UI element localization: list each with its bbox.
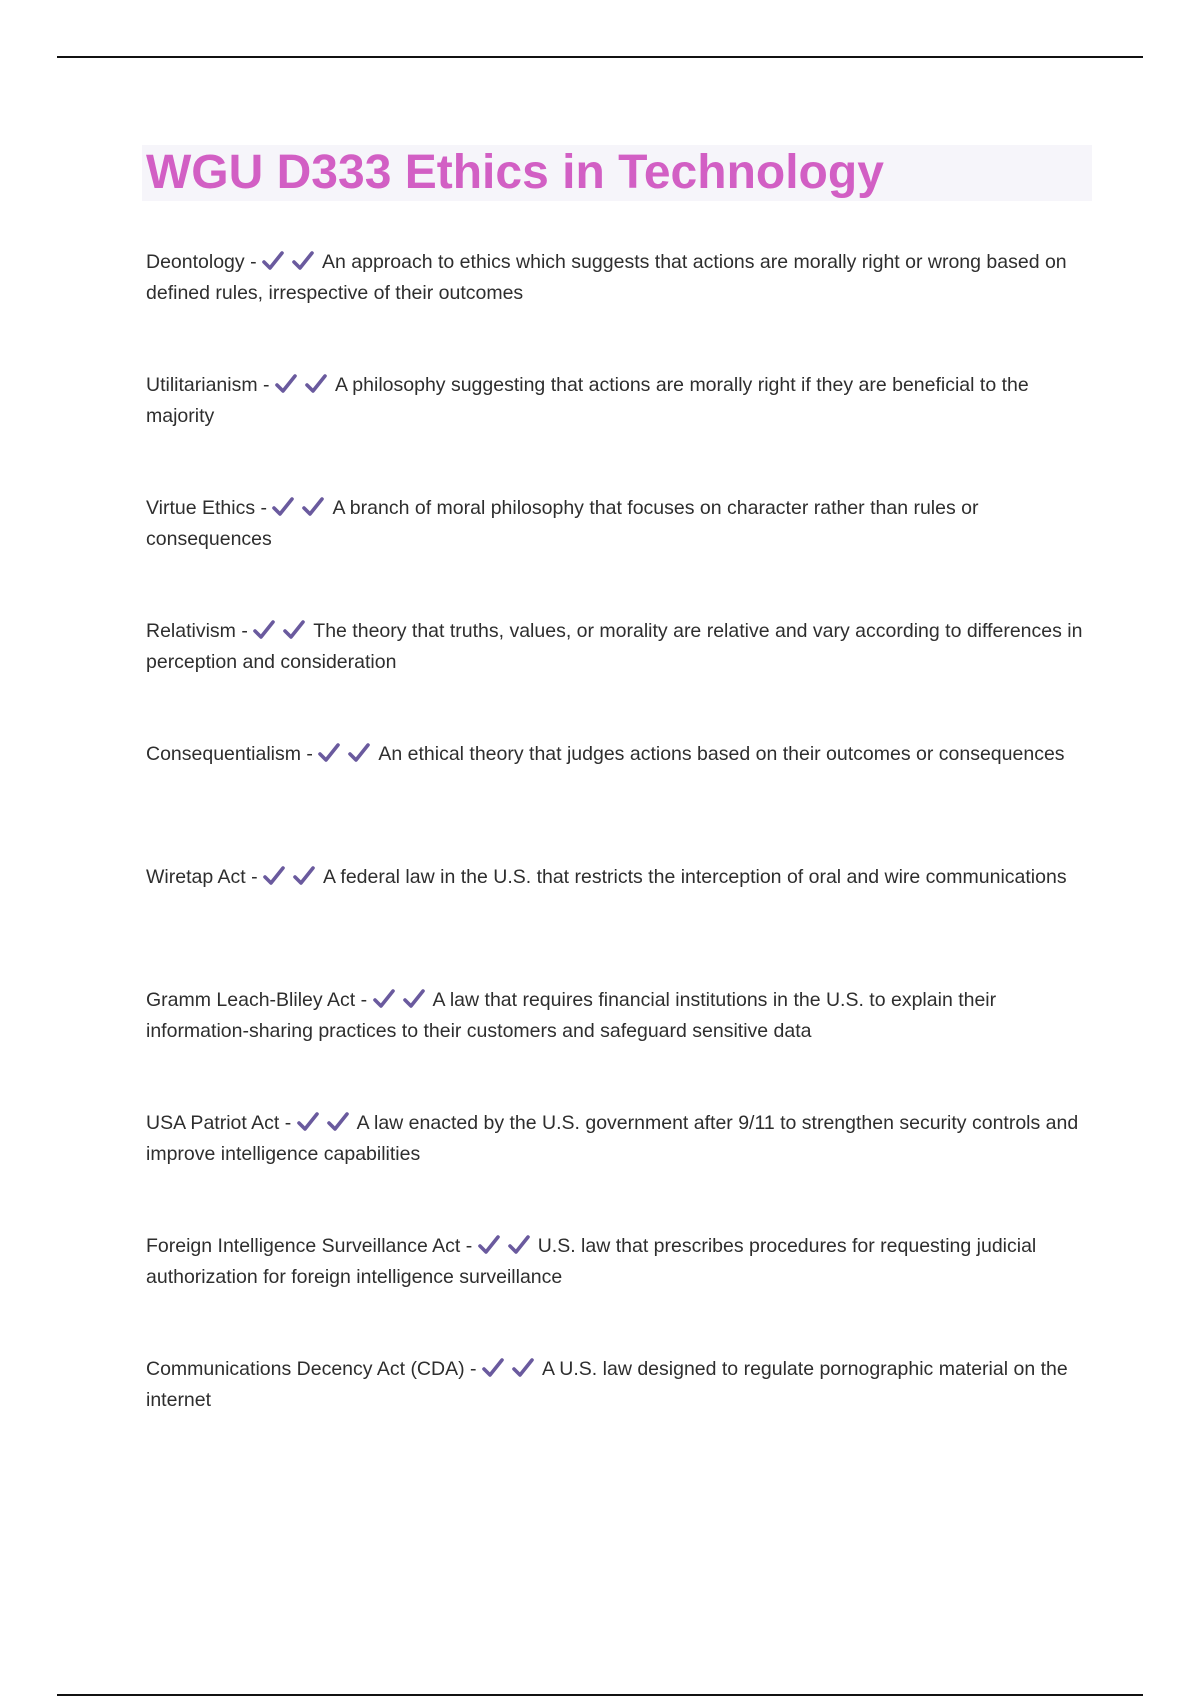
entry-definition: An approach to ethics which suggests that actions are morally right or wrong based on defined rules, irrespective of their outcomes: [146, 251, 1067, 304]
entry-term: Communications Decency Act (CDA): [146, 1358, 465, 1380]
bottom-rule: [57, 1694, 1143, 1696]
glossary-entry: [146, 1231, 1086, 1293]
check-icon: [253, 620, 275, 640]
entry-term: Virtue Ethics: [146, 497, 256, 519]
check-icon: [512, 1358, 534, 1378]
entry-separator: -: [301, 743, 319, 765]
entry-definition: A U.S. law designed to regulate pornographic material on the internet: [146, 1358, 1068, 1411]
check-icon: [305, 374, 327, 394]
check-icon: [327, 1112, 349, 1132]
glossary-entry: [146, 862, 1086, 924]
check-icon: [275, 374, 297, 394]
entry-term: Foreign Intelligence Surveillance Act: [146, 1235, 461, 1257]
entry-definition: The theory that truths, values, or morality are relative and vary according to differences in perception and consideration: [146, 620, 1083, 673]
check-icon: [283, 620, 305, 640]
check-icon: [348, 743, 370, 763]
glossary-entry: [146, 1354, 1086, 1416]
check-icon: [478, 1235, 500, 1255]
check-icon: [292, 251, 314, 271]
glossary-entry: [146, 1108, 1086, 1170]
glossary-entry: [146, 616, 1086, 678]
entry-term: Relativism: [146, 620, 236, 642]
entry-term: Consequentialism: [146, 743, 302, 765]
entry-term: USA Patriot Act: [146, 1112, 280, 1134]
check-icon: [297, 1112, 319, 1132]
check-icon: [508, 1235, 530, 1255]
entry-term: Deontology: [146, 251, 245, 273]
entry-separator: -: [245, 866, 264, 888]
check-icon: [373, 989, 395, 1009]
glossary-entry: [146, 493, 1086, 555]
check-icon: [403, 989, 425, 1009]
entry-separator: -: [235, 620, 254, 642]
page-title: WGU D333 Ethics in Technology: [146, 146, 884, 199]
entry-separator: -: [257, 374, 275, 396]
entry-definition: U.S. law that prescribes procedures for requesting judicial authorization for foreign intelligence surveillance: [146, 1235, 1037, 1288]
entry-definition: A branch of moral philosophy that focuses on character rather than rules or consequences: [146, 497, 979, 550]
term-list: [146, 247, 1086, 1477]
entry-definition: A philosophy suggesting that actions are morally right if they are beneficial to the majority: [146, 374, 1029, 427]
check-icon: [263, 866, 285, 886]
entry-separator: -: [464, 1358, 482, 1380]
check-icon: [262, 251, 284, 271]
check-icon: [302, 497, 324, 517]
entry-separator: -: [355, 989, 373, 1011]
entry-separator: -: [255, 497, 273, 519]
entry-separator: -: [244, 251, 262, 273]
entry-definition: A law enacted by the U.S. government after 9/11 to strengthen security controls and improve intelligence capabilities: [146, 1112, 1079, 1165]
glossary-entry: [146, 739, 1086, 801]
glossary-entry: [146, 985, 1086, 1047]
top-rule: [57, 56, 1143, 58]
entry-term: Utilitarianism: [146, 374, 258, 396]
entry-separator: -: [460, 1235, 478, 1257]
entry-definition: A law that requires financial institutions in the U.S. to explain their information-sharing practices to their customers and safeguard sensitive data: [146, 989, 997, 1042]
check-icon: [482, 1358, 504, 1378]
entry-definition: An ethical theory that judges actions based on their outcomes or consequences: [378, 743, 1065, 765]
check-icon: [293, 866, 315, 886]
check-icon: [272, 497, 294, 517]
entry-term: Gramm Leach-Bliley Act: [146, 989, 356, 1011]
glossary-entry: [146, 370, 1086, 432]
entry-definition: A federal law in the U.S. that restricts the interception of oral and wire communications: [323, 866, 1067, 888]
glossary-entry: [146, 247, 1086, 309]
entry-term: Wiretap Act: [146, 866, 246, 888]
entry-separator: -: [279, 1112, 297, 1134]
check-icon: [318, 743, 340, 763]
